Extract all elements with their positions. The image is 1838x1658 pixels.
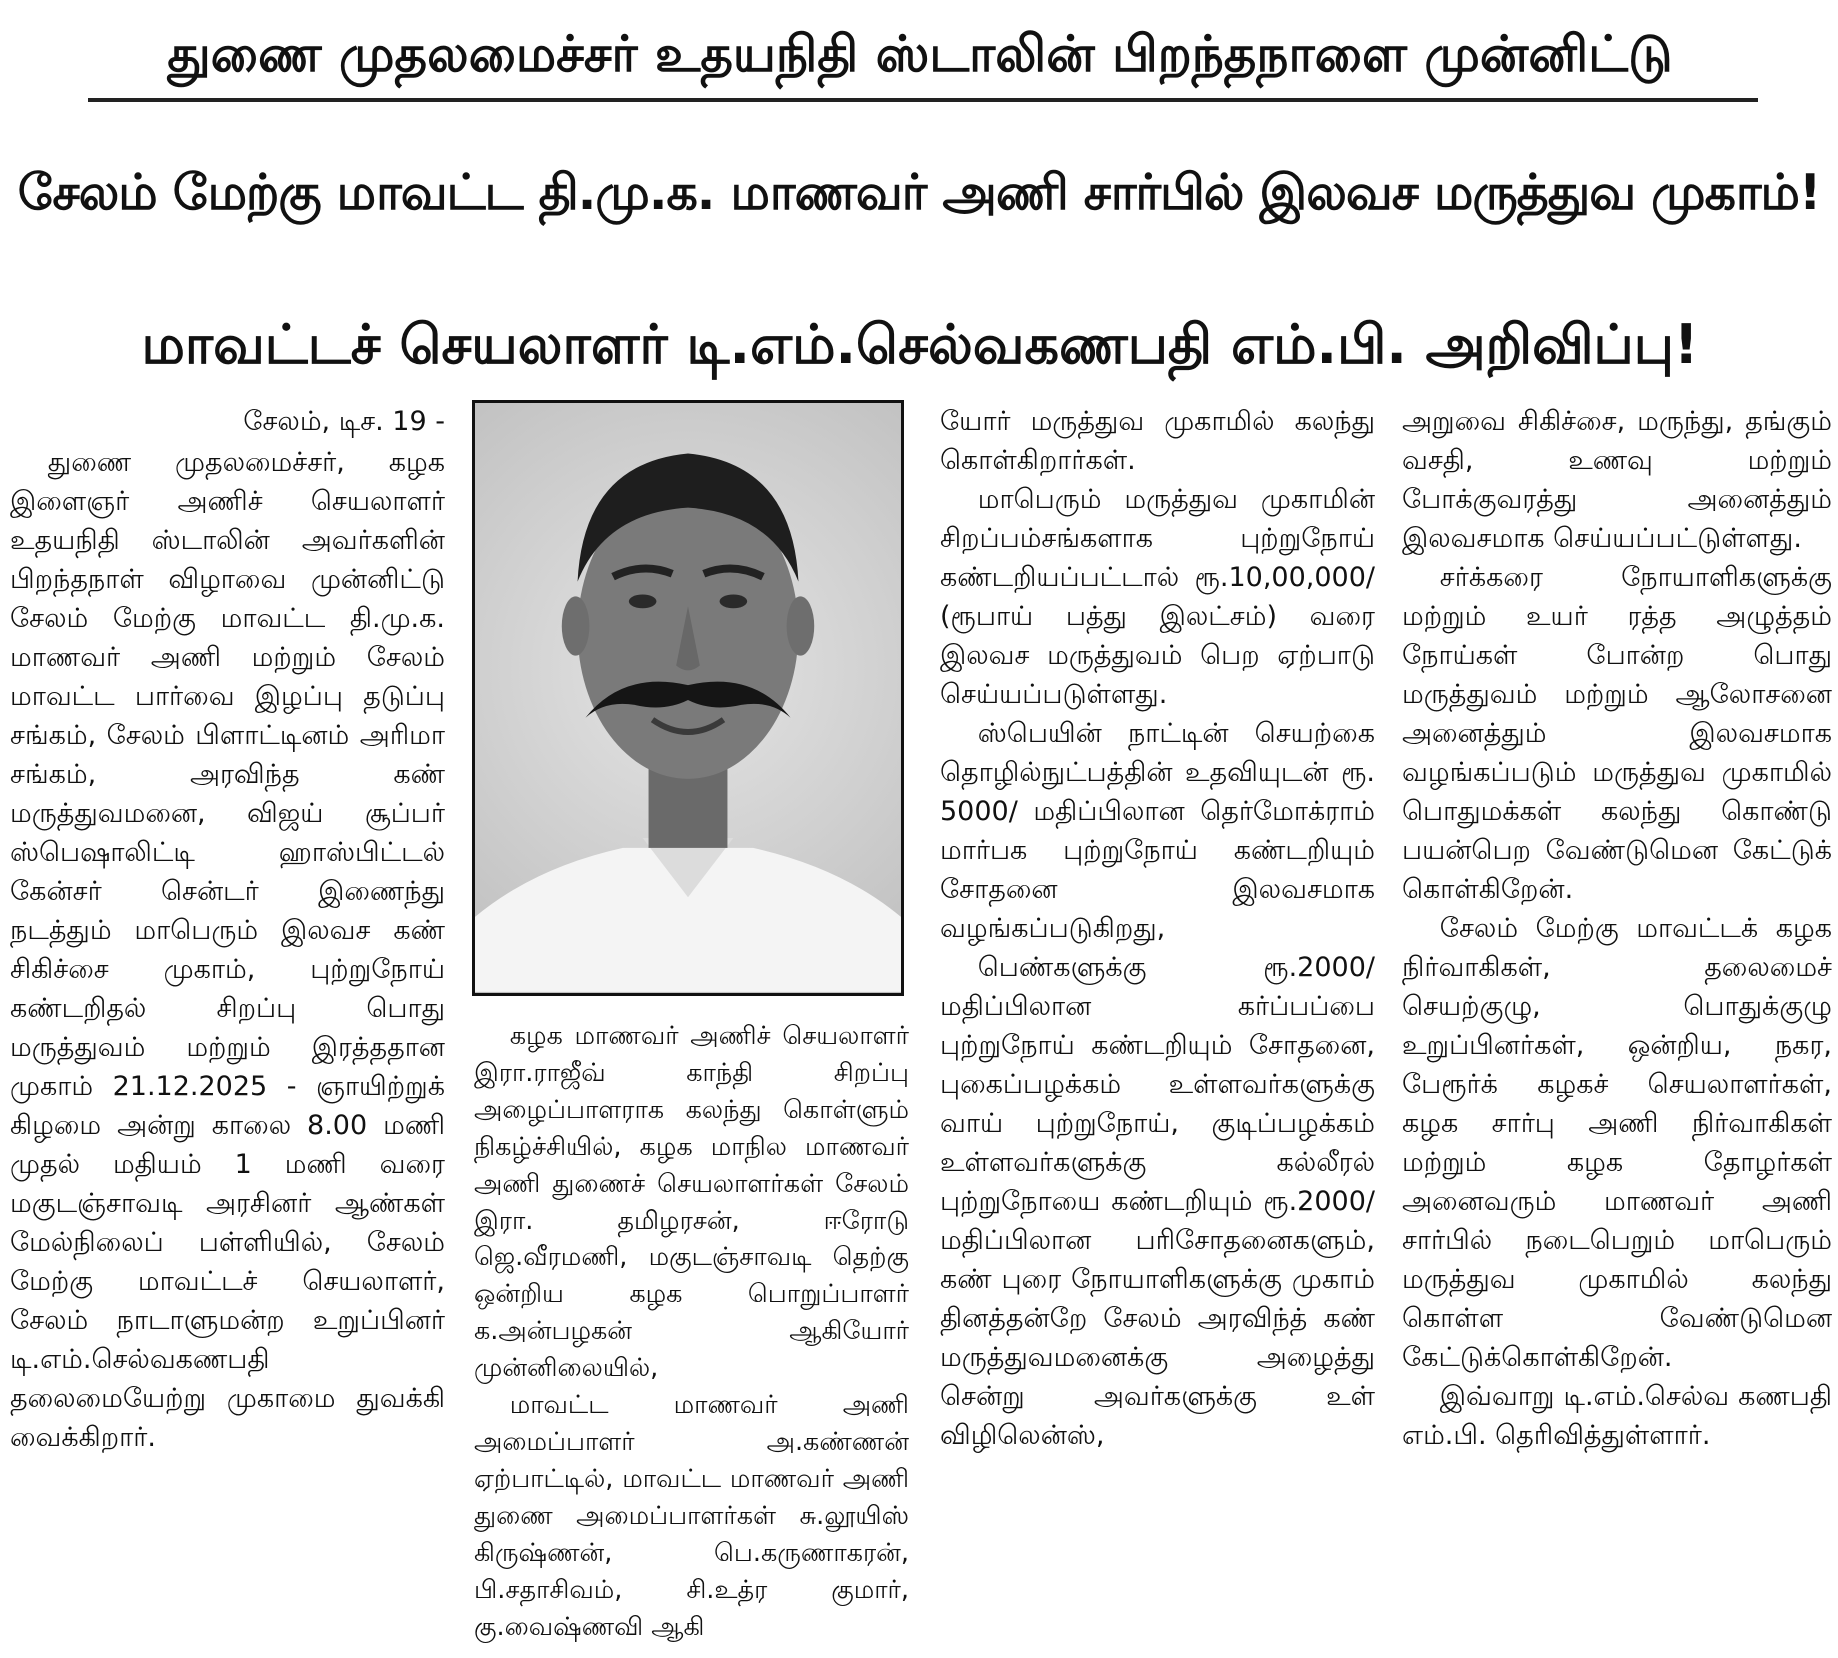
main-headline: சேலம் மேற்கு மாவட்ட தி.மு.க. மாணவர் அணி சார்பில் இலவச மருத்துவ முகாம்! (17, 164, 1821, 221)
paragraph: கழக மாணவர் அணிச் செயலாளர் இரா.ராஜீவ் காந்தி சிறப்பு அழைப்பாளராக கலந்து கொள்ளும் நிகழ்ச்சியில், கழக மாநில மாணவர் அணி துணைச் செயலாளர்கள் சேலம் இரா. தமிழரசன், ஈரோடு ஜெ.வீரமணி, மகுடஞ்சாவடி தெற்கு ஒன்றிய கழக பொறுப்பாளர் க.அன்பழகன் ஆகியோர் முன்னிலையில், (474, 1021, 909, 1384)
article-column-4 (1402, 402, 1832, 1652)
paragraph: ஸ்பெயின் நாட்டின் செயற்கை தொழில்நுட்பத்தின் உதவியுடன் ரூ. 5000/ மதிப்பிலான தெர்மோக்ராம் மார்பக புற்றுநோய் கண்டறியும் சோதனை இலவசமாக வழங்கப்படுகிறது, (940, 718, 1375, 944)
dateline: சேலம், டிச. 19 - (243, 406, 445, 437)
paragraph: யோர் மருத்துவ முகாமில் கலந்து கொள்கிறார்கள். (940, 406, 1375, 476)
portrait-illustration (475, 403, 901, 993)
kicker-headline: துணை முதலமைச்சர் உதயநிதி ஸ்டாலின் பிறந்தநாளை முன்னிட்டு (167, 25, 1673, 83)
paragraph: சர்க்கரை நோயாளிகளுக்கு மற்றும் உயர் ரத்த அழுத்தம் நோய்கள் போன்ற பொது மருத்துவம் மற்றும் ஆலோசனை அனைத்தும் இலவசமாக வழங்கப்படும் மருத்துவ முகாமில் பொதுமக்கள் கலந்து கொண்டு பயன்பெற வேண்டுமென கேட்டுக் கொள்கிறேன். (1402, 562, 1832, 905)
paragraph: சேலம் மேற்கு மாவட்டக் கழக நிர்வாகிகள், தலைமைச் செயற்குழு, பொதுக்குழு உறுப்பினர்கள், ஒன்றிய, நகர, பேரூர்க் கழகச் செயலாளர்கள், கழக சார்பு அணி நிர்வாகிகள் மற்றும் கழக தோழர்கள் அனைவரும் மாணவர் அணி சார்பில் நடைபெறும் மாபெரும் மருத்துவ முகாமில் கலந்து கொள்ள வேண்டுமென கேட்டுக்கொள்கிறேன். (1402, 913, 1832, 1373)
sub-headline: மாவட்டச் செயலாளர் டி.எம்.செல்வகணபதி எம்.பி. அறிவிப்பு! (141, 313, 1699, 376)
kicker-underline (88, 98, 1758, 102)
paragraph: மாபெரும் மருத்துவ முகாமின் சிறப்பம்சங்களாக புற்றுநோய் கண்டறியப்பட்டால் ரூ.10,00,000/ (ரூபாய் பத்து இலட்சம்) வரை இலவச மருத்துவம் பெற ஏற்பாடு செய்யப்படுள்ளது. (940, 484, 1375, 710)
paragraph: இவ்வாறு டி.எம்.செல்வ கணபதி எம்.பி. தெரிவித்துள்ளார். (1402, 1381, 1832, 1451)
paragraph: அறுவை சிகிச்சை, மருந்து, தங்கும் வசதி, உணவு மற்றும் போக்குவரத்து அனைத்தும் இலவசமாக செய்யப்பட்டுள்ளது. (1402, 406, 1832, 554)
article-column-3 (940, 402, 1375, 1652)
portrait-photo (472, 400, 904, 996)
paragraph: துணை முதலமைச்சர், கழக இளைஞர் அணிச் செயலாளர் உதயநிதி ஸ்டாலின் அவர்களின் பிறந்தநாள் விழாவை முன்னிட்டு சேலம் மேற்கு மாவட்ட தி.மு.க. மாணவர் அணி மற்றும் சேலம் மாவட்ட பார்வை இழப்பு தடுப்பு சங்கம், சேலம் பிளாட்டினம் அரிமா சங்கம், அரவிந்த கண் மருத்துவமனை, விஜய் சூப்பர் ஸ்பெஷாலிட்டி ஹாஸ்பிட்டல் கேன்சர் சென்டர் இணைந்து நடத்தும் மாபெரும் இலவச கண் சிகிச்சை முகாம், புற்றுநோய் கண்டறிதல் சிறப்பு பொது மருத்துவம் மற்றும் இரத்ததான முகாம் 21.12.2025 - ஞாயிற்றுக் கிழமை அன்று காலை 8.00 மணி முதல் மதியம் 1 மணி வரை மகுடஞ்சாவடி அரசினர் ஆண்கள் மேல்நிலைப் பள்ளியில், சேலம் மேற்கு மாவட்டச் செயலாளர், சேலம் நாடாளுமன்ற உறுப்பினர் டி.எம்.செல்வகணபதி தலைமையேற்று முகாமை துவக்கி வைக்கிறார். (10, 447, 445, 1453)
paragraph: பெண்களுக்கு ரூ.2000/ மதிப்பிலான கர்ப்பப்பை புற்றுநோய் கண்டறியும் சோதனை, புகைப்பழக்கம் உள்ளவர்களுக்கு வாய் புற்றுநோய், குடிப்பழக்கம் உள்ளவர்களுக்கு கல்லீரல் புற்றுநோயை கண்டறியும் ரூ.2000/ மதிப்பிலான பரிசோதனைகளும், கண் புரை நோயாளிகளுக்கு முகாம் தினத்தன்றே சேலம் அரவிந்த் கண் மருத்துவமனைக்கு அழைத்து சென்று அவர்களுக்கு உள் விழிலென்ஸ், (940, 952, 1375, 1451)
paragraph: மாவட்ட மாணவர் அணி அமைப்பாளர் அ.கண்ணன் ஏற்பாட்டில், மாவட்ட மாணவர் அணி துணை அமைப்பாளர்கள் சு.லூயிஸ் கிருஷ்ணன், பெ.கருணாகரன், பி.சதாசிவம், சி.உத்ர குமார், கு.வைஷ்ணவி ஆகி (474, 1390, 909, 1642)
article-column-2 (474, 1018, 909, 1652)
article-column-1 (10, 402, 445, 1652)
